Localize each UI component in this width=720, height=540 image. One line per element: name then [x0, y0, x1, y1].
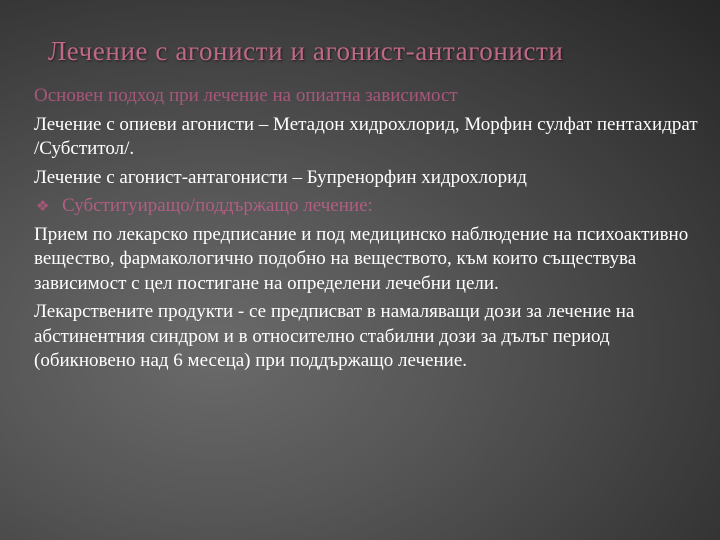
bullet-text: Субституиращо/поддържащо лечение:: [62, 195, 373, 216]
body-line-definition: Прием по лекарско предписание и под медицинско наблюдение на психоактивно вещество, фармакологично подобно на веществото, към които съществува зависимост с цел постигане на определени лечебни цели.: [34, 223, 689, 294]
slide-title: Лечение с агонисти и агонист-антагонисти: [48, 36, 564, 66]
subheading-line: Основен подход при лечение на опиатна зависимост: [34, 85, 458, 106]
bullet-item: [34, 194, 698, 219]
body-line-agonists: Лечение с опиеви агонисти – Метадон хидрохлорид, Морфин сулфат пентахидрат /Субститол/.: [34, 113, 698, 159]
slide-body: [34, 84, 698, 378]
body-line-products: Лекарствените продукти - се предписват в намаляващи дози за лечение на абстинентния синдром и в относително стабилни дози за дълъг период (обикновено над 6 месеца) при поддържащо лечение.: [34, 301, 635, 371]
diamond-bullet-icon: ❖: [36, 197, 50, 215]
body-line-agonist-antagonists: Лечение с агонист-антагонисти – Бупренорфин хидрохлорид: [34, 166, 527, 188]
